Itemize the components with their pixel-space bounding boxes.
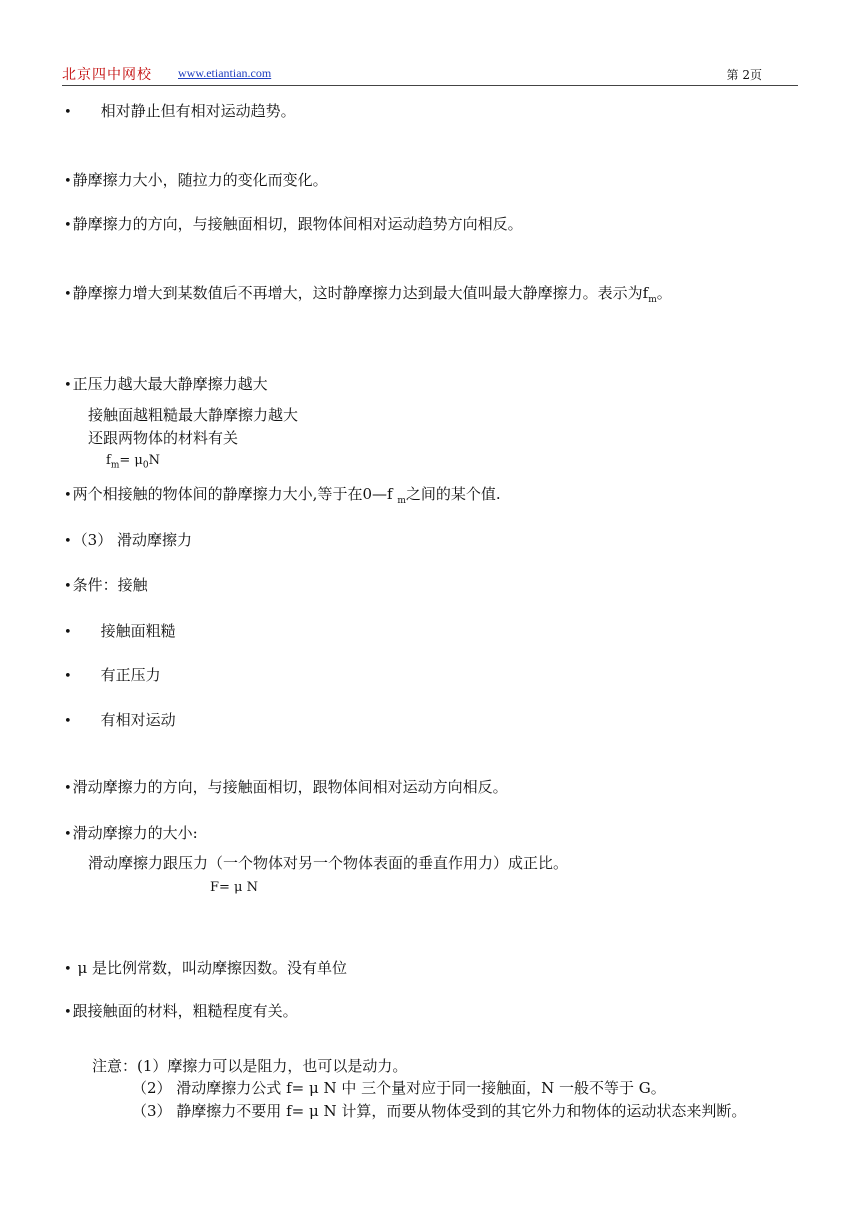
bullet-icon: •: [64, 625, 72, 640]
bullet-icon: •: [64, 669, 72, 684]
note-line: 注意：(1）摩擦力可以是阻力，也可以是动力。: [92, 1057, 408, 1075]
bullet-icon: •: [64, 534, 72, 549]
page-number: 第 2页: [726, 68, 762, 82]
list-item: • 相对静止但有相对运动趋势。: [64, 102, 296, 120]
bullet-icon: •: [64, 488, 72, 503]
formula-fm: $f_m= \mu_0N$: [106, 453, 160, 471]
list-item: • 有正压力: [64, 666, 161, 684]
list-item: • 接触面粗糙: [64, 622, 176, 640]
note-line: （3） 静摩擦力不要用 f= μ N 计算，而要从物体受到的其它外力和物体的运动状态来判断。: [132, 1102, 747, 1120]
bullet-icon: •: [64, 105, 72, 120]
bullet-icon: •: [64, 287, 72, 302]
site-link[interactable]: www.etiantian.com: [178, 66, 272, 80]
list-item: •静摩擦力大小，随拉力的变化而变化。: [64, 171, 328, 189]
brand-name: 北京四中网校: [62, 67, 152, 83]
bullet-icon: •: [64, 827, 72, 842]
text-line: 接触面越粗糙最大静摩擦力越大: [88, 406, 299, 424]
list-item: •两个相接触的物体间的静摩擦力大小,等于在0—f $_m$之间的某个值.: [64, 485, 501, 506]
page-header: [62, 64, 798, 86]
bullet-icon: •: [64, 962, 72, 977]
note-line: （2） 滑动摩擦力公式 f= μ N 中 三个量对应于同一接触面，N 一般不等于 G。: [132, 1079, 666, 1097]
text-line: 滑动摩擦力跟压力（一个物体对另一个物体表面的垂直作用力）成正比。: [88, 854, 569, 872]
bullet-icon: •: [64, 174, 72, 189]
list-item: •滑动摩擦力的大小:: [64, 824, 198, 842]
bullet-icon: •: [64, 1005, 72, 1020]
list-item: •静摩擦力增大到某数值后不再增大，这时静摩擦力达到最大值叫最大静摩擦力。表示为$f_m$。: [64, 284, 672, 305]
list-item: • μ 是比例常数，叫动摩擦因数。没有单位: [64, 959, 347, 977]
list-item: • 有相对运动: [64, 711, 176, 729]
section-heading: •（3） 滑动摩擦力: [64, 531, 192, 549]
bullet-icon: •: [64, 378, 72, 393]
list-item: •正压力越大最大静摩擦力越大: [64, 375, 268, 393]
list-item: •静摩擦力的方向，与接触面相切，跟物体间相对运动趋势方向相反。: [64, 215, 523, 233]
bullet-icon: •: [64, 579, 72, 594]
text-line: 还跟两物体的材料有关: [88, 429, 239, 447]
bullet-icon: •: [64, 218, 72, 233]
list-item: •滑动摩擦力的方向，与接触面相切，跟物体间相对运动方向相反。: [64, 778, 508, 796]
list-item: •跟接触面的材料，粗糙程度有关。: [64, 1002, 298, 1020]
bullet-icon: •: [64, 781, 72, 796]
formula-F: F= μ N: [210, 880, 259, 895]
header-rule: [62, 85, 798, 86]
bullet-icon: •: [64, 714, 72, 729]
list-item: •条件：接触: [64, 576, 148, 594]
